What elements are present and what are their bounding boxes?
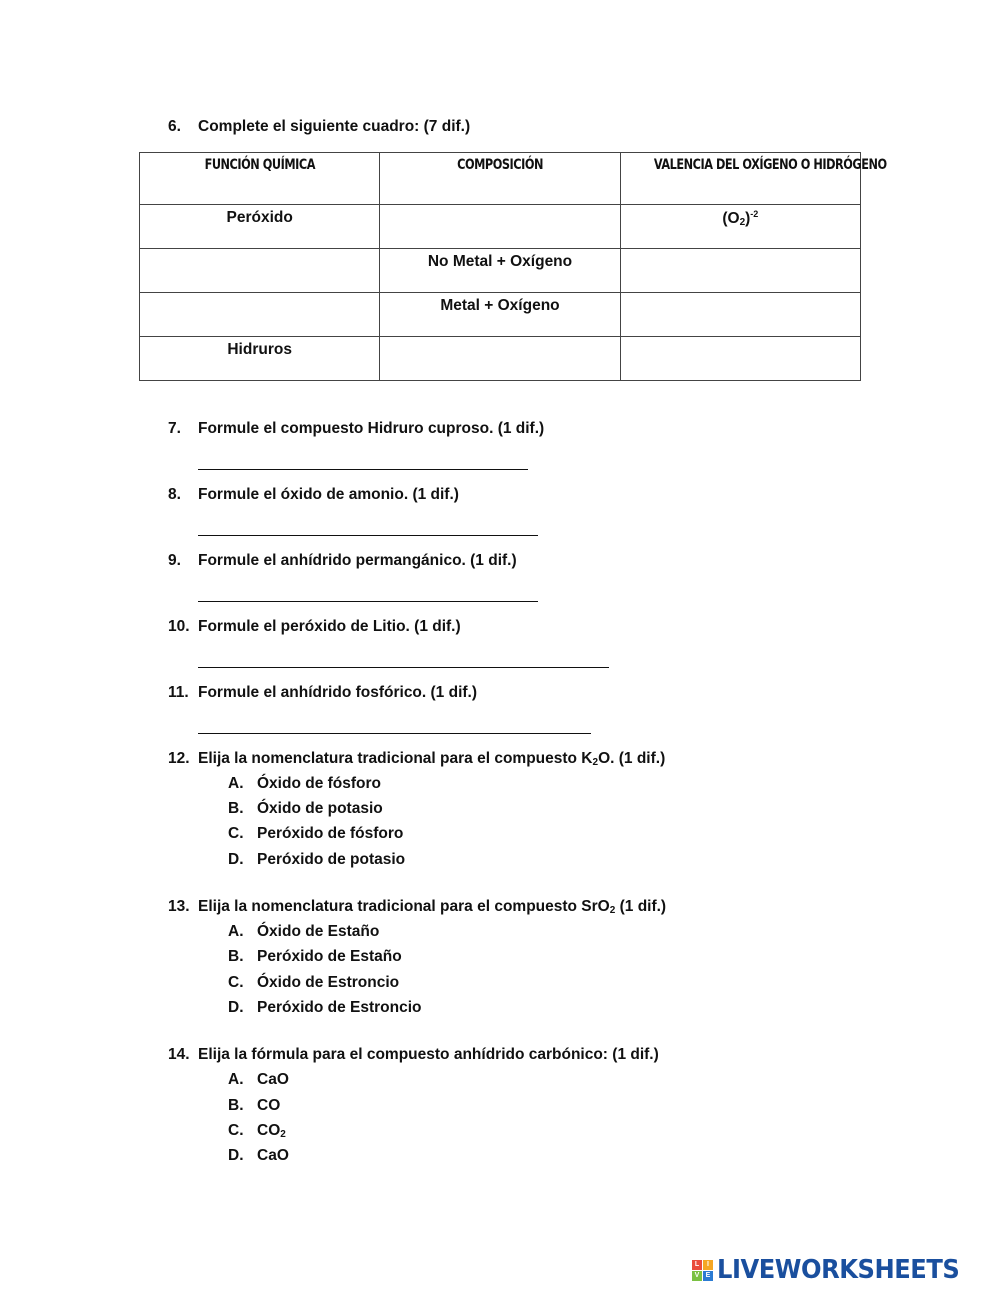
question-text: Elija la nomenclatura tradicional para el compuesto $K_2O$. (1 dif.) [198, 750, 666, 768]
logo-text: LIVEWORKSHEETS [717, 1255, 960, 1285]
table-header-row [140, 153, 861, 205]
question-number: 14. [168, 1046, 190, 1063]
cell-composicion-input[interactable] [380, 205, 620, 249]
question-7 [168, 420, 544, 438]
cell-funcion-input[interactable] [140, 293, 380, 337]
option-14-a[interactable]: A. CaO [228, 1071, 289, 1088]
cell-valencia: $(O_2)^{-2}$ [620, 205, 860, 249]
option-13-c[interactable]: C. Óxido de Estroncio [228, 974, 400, 991]
option-12-a[interactable]: A. Óxido de fósforo [228, 775, 381, 792]
option-12-d[interactable]: D. Peróxido de potasio [228, 851, 406, 868]
answer-line-10[interactable] [198, 667, 609, 668]
question-text: Complete el siguiente cuadro: (7 dif.) [198, 118, 471, 135]
answer-line-9[interactable] [198, 601, 538, 602]
header-valencia: VALENCIA DEL OXÍGENO O HIDRÓGENO [620, 153, 860, 205]
question-text: Elija la nomenclatura tradicional para el compuesto SrO$_2$ (1 dif.) [198, 898, 667, 916]
cell-valencia-input[interactable] [620, 293, 860, 337]
liveworksheets-logo [692, 1255, 978, 1285]
header-funcion: FUNCIÓN QUÍMICA [140, 153, 380, 205]
question-text: Formule el peróxido de Litio. (1 dif.) [198, 618, 461, 635]
cell-funcion-input[interactable] [140, 249, 380, 293]
question-10 [168, 618, 461, 636]
cell-funcion: Hidruros [140, 337, 380, 381]
question-8 [168, 486, 459, 504]
option-12-b[interactable]: B. Óxido de potasio [228, 800, 383, 817]
question-13 [168, 898, 666, 916]
question-text: Formule el anhídrido fosfórico. (1 dif.) [198, 684, 478, 701]
cell-composicion: Metal + Oxígeno [380, 293, 620, 337]
cell-composicion: No Metal + Oxígeno [380, 249, 620, 293]
question-number: 7. [168, 420, 181, 437]
answer-line-7[interactable] [198, 469, 528, 470]
option-14-b[interactable]: B. CO [228, 1097, 281, 1114]
option-13-d[interactable]: D. Peróxido de Estroncio [228, 999, 422, 1016]
question-text: Formule el compuesto Hidruro cuproso. (1 dif.) [198, 420, 545, 437]
answer-line-11[interactable] [198, 733, 591, 734]
answer-line-8[interactable] [198, 535, 538, 536]
table-row [140, 337, 861, 381]
question-text: Formule el óxido de amonio. (1 dif.) [198, 486, 459, 503]
option-14-c[interactable]: C. $CO_2$ [228, 1122, 286, 1140]
question-number: 11. [168, 684, 189, 701]
option-13-b[interactable]: B. Peróxido de Estaño [228, 948, 402, 965]
question-number: 12. [168, 750, 190, 767]
question-number: 10. [168, 618, 190, 635]
cell-funcion: Peróxido [140, 205, 380, 249]
table-row [140, 249, 861, 293]
question-9 [168, 552, 517, 570]
question-14 [168, 1046, 659, 1064]
logo-mark-icon: L I V E [692, 1260, 713, 1281]
chemistry-table [139, 152, 887, 381]
option-13-a[interactable]: A. Óxido de Estaño [228, 923, 380, 940]
question-number: 8. [168, 486, 181, 503]
question-12 [168, 750, 665, 768]
question-text: Elija la fórmula para el compuesto anhídrido carbónico: (1 dif.) [198, 1046, 659, 1063]
option-12-c[interactable]: C. Peróxido de fósforo [228, 825, 404, 842]
cell-composicion-input[interactable] [380, 337, 620, 381]
question-6 [168, 118, 470, 136]
header-composicion: COMPOSICIÓN [380, 153, 620, 205]
cell-valencia-input[interactable] [620, 337, 860, 381]
table-row [140, 293, 861, 337]
cell-valencia-input[interactable] [620, 249, 860, 293]
question-11 [168, 684, 477, 702]
question-number: 13. [168, 898, 190, 915]
table-row [140, 205, 861, 249]
question-text: Formule el anhídrido permangánico. (1 dif.) [198, 552, 517, 569]
question-number: 6. [168, 118, 181, 135]
question-number: 9. [168, 552, 181, 569]
option-14-d[interactable]: D. CaO [228, 1147, 289, 1164]
